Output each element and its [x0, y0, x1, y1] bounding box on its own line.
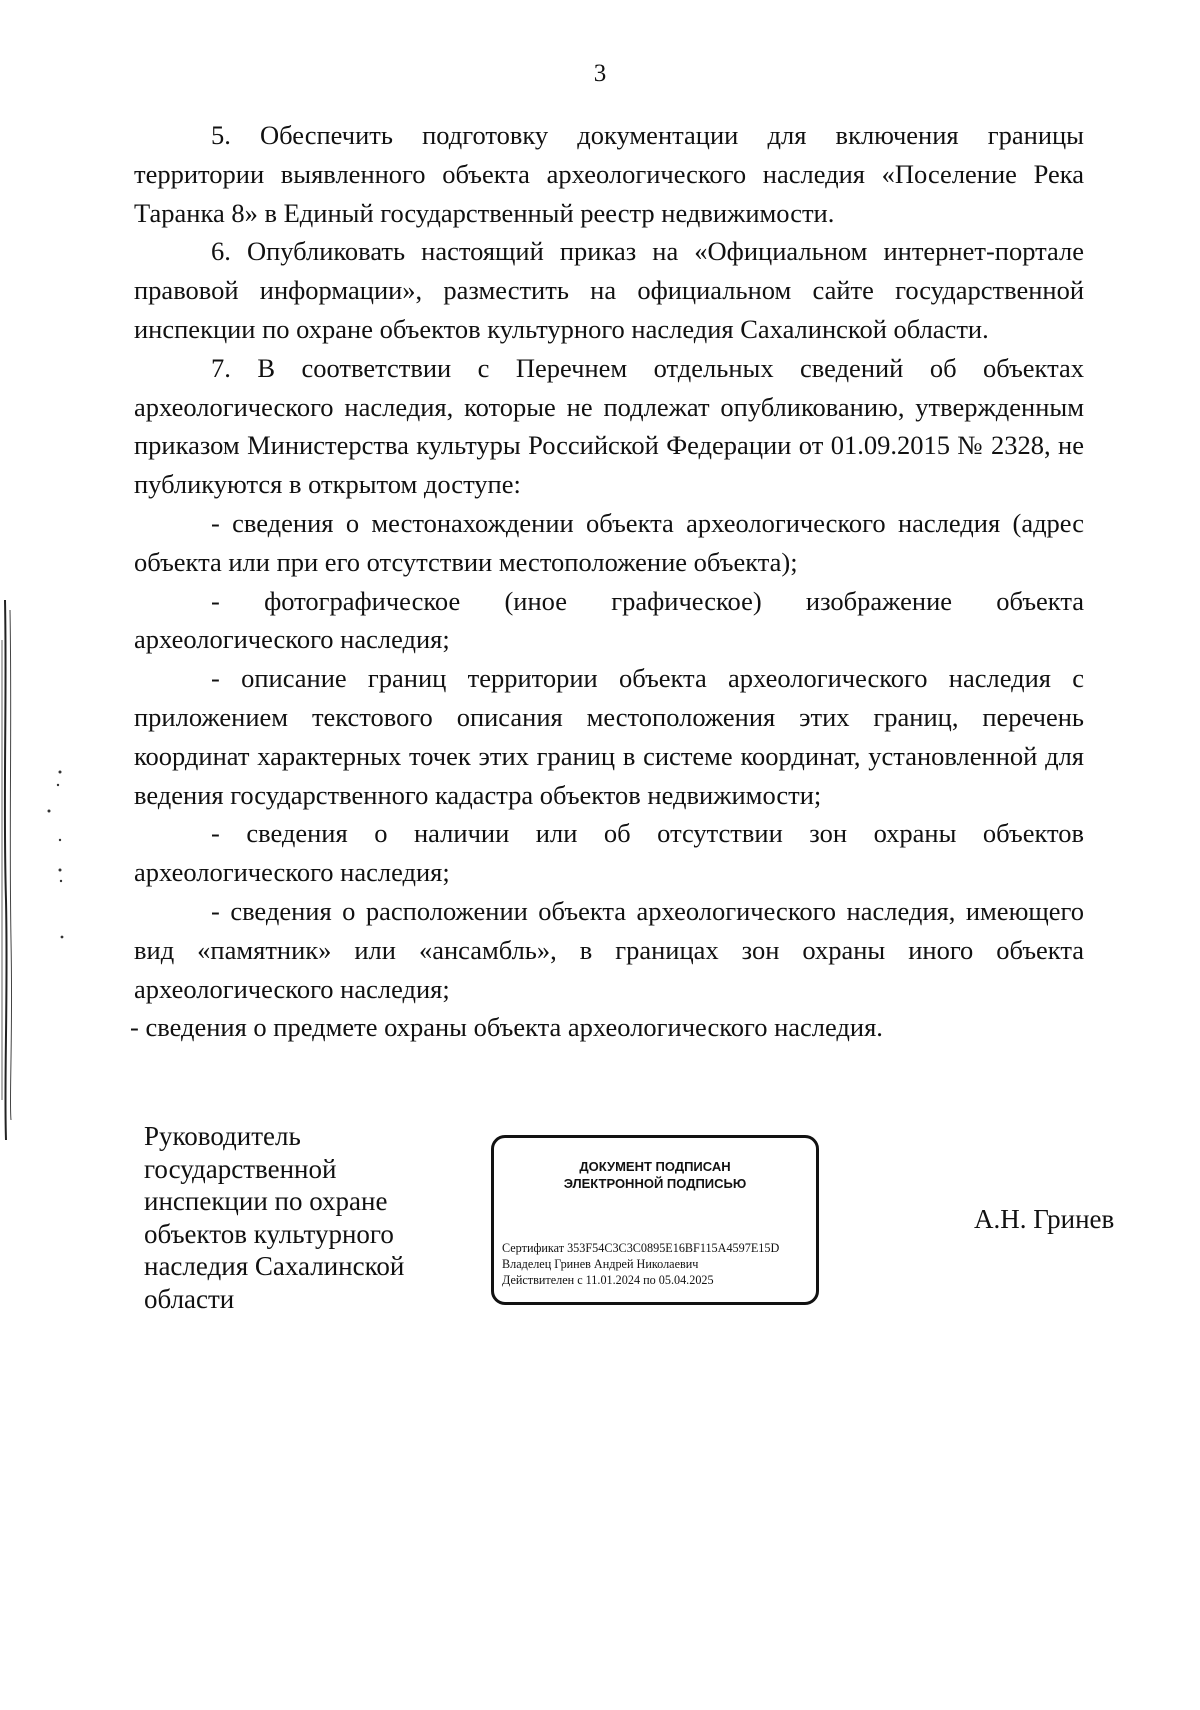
signer-position-line: объектов культурного [144, 1218, 394, 1249]
signer-position-line: инспекции по охране [144, 1186, 388, 1216]
list-item-location: - сведения о местонахождении объекта археологического наследия (адрес объекта или при его отсутствии местоположение объекта); [134, 507, 1084, 577]
scan-edge-marks [0, 0, 80, 1710]
paragraph-item-5: 5. Обеспечить подготовку документации для включения границы территории выявленного объекта археологического наследия «Поселение Река Таранка 8» в Единый государственный реестр недвижимости. [134, 120, 1084, 228]
paragraph-item-7: 7. В соответствии с Перечнем отдельных сведений об объектах археологического наследия, которые не подлежат опубликованию, утвержденным приказом Министерства культуры Российской Федерации от 01.09.2015 № 2328, не публикуются в открытом доступе: [134, 352, 1084, 500]
list-item-photo: - фотографическое (иное графическое) изображение объекта археологического наследия; [134, 585, 1084, 655]
list-item-monument-placement: - сведения о расположении объекта археологического наследия, имеющего вид «памятник» или «ансамбль», в границах зон охраны иного объекта археологического наследия; [134, 895, 1084, 1004]
stamp-title [494, 1158, 816, 1192]
signer-position-line: области [144, 1283, 235, 1314]
document-body [130, 116, 1084, 1047]
signer-position-line: Руководитель [144, 1121, 301, 1151]
list-item-protection-subject: - сведения о предмете охраны объекта археологического наследия. [130, 1012, 883, 1043]
stamp-owner: Владелец Гринев Андрей Николаевич [502, 1257, 699, 1271]
stamp-details [502, 1240, 812, 1288]
electronic-signature-stamp [491, 1135, 819, 1305]
paragraph-item-6: 6. Опубликовать настоящий приказ на «Официальном интернет-портале правовой информации», разместить на официальном сайте государственной инспекции по охране объектов культурного наследия Сахалинской области. [134, 236, 1084, 344]
signer-position [144, 1120, 444, 1315]
stamp-title-line: ЭЛЕКТРОННОЙ ПОДПИСЬЮ [563, 1176, 747, 1191]
stamp-certificate: Сертификат 353F54C3C3C0895E16BF115A4597E15D [502, 1241, 780, 1255]
signer-position-line: государственной [144, 1153, 337, 1184]
list-item-protection-zones: - сведения о наличии или об отсутствии зон охраны объектов археологического наследия; [134, 818, 1084, 888]
stamp-title-line: ДОКУМЕНТ ПОДПИСАН [579, 1159, 731, 1174]
list-item-boundaries: - описание границ территории объекта археологического наследия с приложением текстового описания местоположения этих границ, перечень координат характерных точек этих границ в системе координат, установленной для ведения государственного кадастра объектов недвижимости; [134, 663, 1084, 810]
signer-name: А.Н. Гринев [974, 1204, 1115, 1234]
page-number: 3 [593, 60, 607, 87]
signer-position-line: наследия Сахалинской [144, 1251, 405, 1281]
stamp-validity: Действителен с 11.01.2024 по 05.04.2025 [502, 1273, 714, 1287]
